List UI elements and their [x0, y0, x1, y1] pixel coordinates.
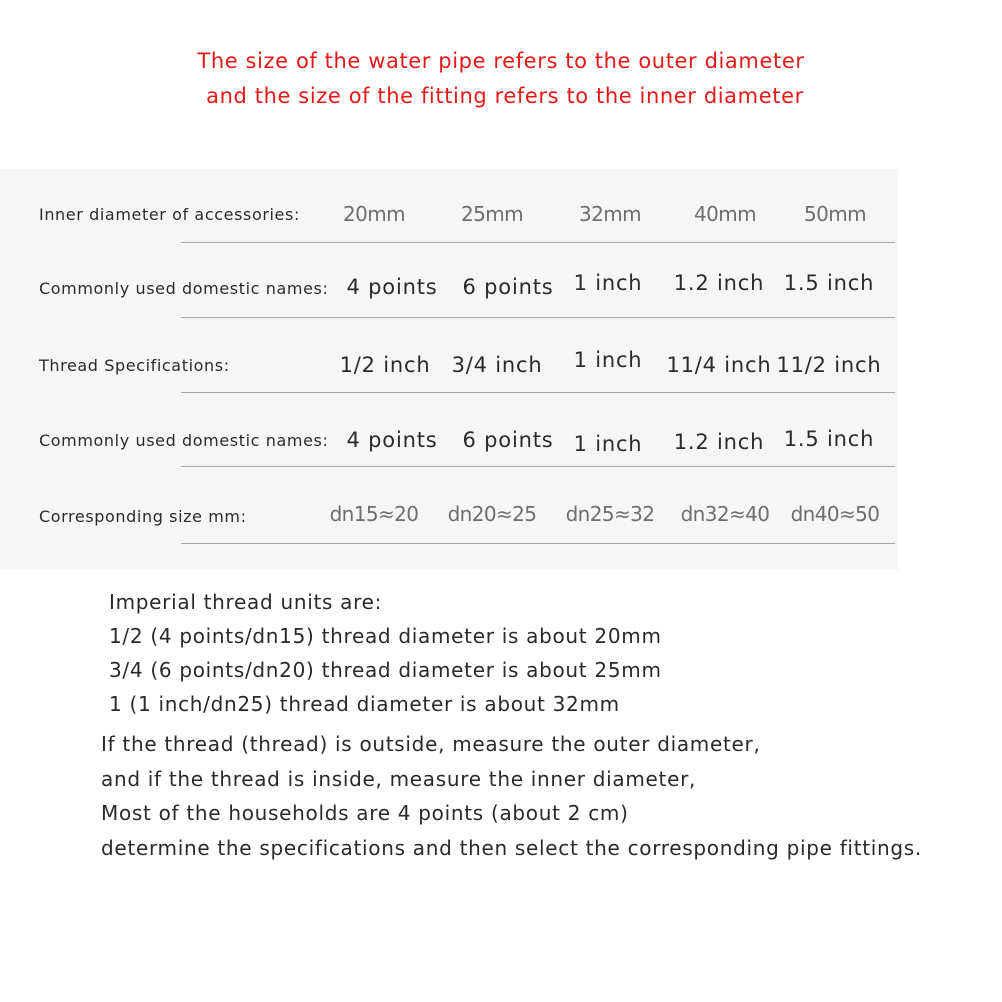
table-cell: 4 points [346, 428, 438, 452]
header-note [0, 44, 1002, 114]
table-cell: 50mm [803, 202, 866, 226]
table-cell: dn40≈50 [790, 502, 880, 526]
row-divider [181, 543, 895, 544]
row-divider [181, 317, 895, 318]
header-line-2: and the size of the fitting refers to the inner diameter [206, 84, 804, 108]
table-row-thread-spec [0, 350, 898, 390]
row-divider [181, 392, 895, 393]
table-cell: 1/2 inch [339, 353, 431, 377]
table-cell: 6 points [462, 275, 554, 299]
table-cell: 1 inch [573, 432, 643, 456]
table-cell: 3/4 inch [451, 353, 543, 377]
note-line: determine the specifications and then select the corresponding pipe fittings. [101, 836, 922, 860]
table-cell: 1.5 inch [783, 271, 875, 295]
note-line: and if the thread is inside, measure the inner diameter, [101, 767, 697, 791]
table-cell: 25mm [460, 202, 523, 226]
row-label: Corresponding size mm: [39, 507, 247, 526]
table-cell: 6 points [462, 428, 554, 452]
row-label: Thread Specifications: [39, 356, 230, 375]
note-line: Imperial thread units are: [109, 590, 383, 614]
table-cell: dn32≈40 [680, 502, 770, 526]
size-table [0, 169, 898, 570]
table-cell: 20mm [342, 202, 405, 226]
table-row-corresponding-size [0, 501, 898, 541]
row-label: Inner diameter of accessories: [39, 205, 300, 224]
table-cell: 1.2 inch [673, 271, 765, 295]
table-cell: 11/2 inch [776, 353, 882, 377]
table-cell: 1.2 inch [673, 430, 765, 454]
row-divider [181, 242, 895, 243]
table-cell: 1 inch [573, 271, 643, 295]
table-cell: 1.5 inch [783, 427, 875, 451]
note-line: Most of the households are 4 points (about 2 cm) [101, 801, 629, 825]
table-cell: dn25≈32 [565, 502, 655, 526]
table-cell: 1 inch [573, 348, 643, 372]
table-cell: 32mm [578, 202, 641, 226]
note-line: If the thread (thread) is outside, measure the outer diameter, [101, 732, 761, 756]
table-row-inner-diameter [0, 199, 898, 239]
table-cell: 40mm [693, 202, 756, 226]
row-label: Commonly used domestic names: [39, 431, 329, 450]
row-divider [181, 466, 895, 467]
header-line-1: The size of the water pipe refers to the outer diameter [197, 49, 805, 73]
table-row-domestic-names-2 [0, 425, 898, 465]
table-cell: dn20≈25 [447, 502, 537, 526]
note-line: 3/4 (6 points/dn20) thread diameter is about 25mm [109, 658, 662, 682]
row-label: Commonly used domestic names: [39, 279, 329, 298]
table-cell: dn15≈20 [329, 502, 419, 526]
table-cell: 11/4 inch [666, 353, 772, 377]
note-line: 1 (1 inch/dn25) thread diameter is about 32mm [109, 692, 620, 716]
table-cell: 4 points [346, 275, 438, 299]
table-row-domestic-names [0, 273, 898, 313]
note-line: 1/2 (4 points/dn15) thread diameter is about 20mm [109, 624, 662, 648]
